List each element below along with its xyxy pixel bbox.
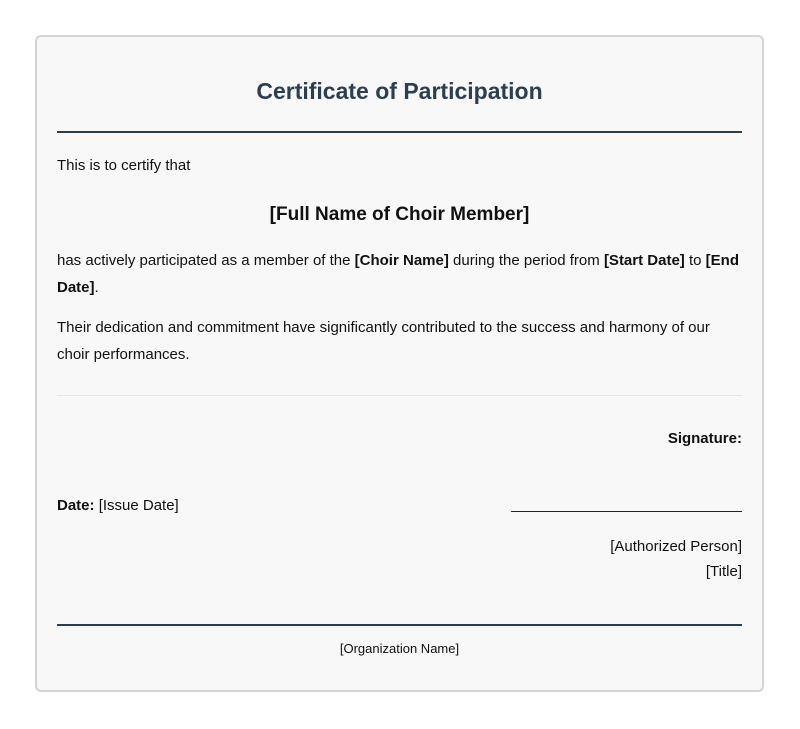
title-divider	[57, 131, 742, 133]
participation-statement	[57, 247, 742, 301]
footer-divider	[57, 624, 742, 626]
choir-name: [Choir Name]	[354, 252, 449, 269]
statement-text-4: .	[94, 279, 99, 296]
intro-text: This is to certify that	[57, 157, 191, 174]
statement-text-1: has actively participated as a member of the	[57, 252, 355, 269]
end-date: [End Date]	[57, 252, 739, 296]
statement-text-3: to	[684, 252, 706, 269]
authorized-title: [Title]	[705, 563, 742, 580]
start-date: [Start Date]	[603, 252, 685, 269]
signature-label: Signature:	[667, 430, 742, 447]
certificate-content	[57, 37, 742, 690]
issue-date-line	[57, 497, 179, 514]
recipient-name: [Full Name of Choir Member]	[269, 204, 530, 225]
authorized-person: [Authorized Person]	[610, 538, 742, 555]
dedication-statement: Their dedication and commitment have significantly contributed to the success and harmony of our choir performances.	[57, 319, 710, 363]
certificate-title: Certificate of Participation	[256, 78, 543, 104]
certificate-card	[35, 35, 764, 692]
section-divider	[57, 395, 742, 396]
statement-text-2: during the period from	[448, 252, 604, 269]
date-label: Date:	[57, 497, 95, 514]
signature-line	[511, 511, 742, 512]
organization-name: [Organization Name]	[339, 641, 460, 656]
issue-date: [Issue Date]	[98, 497, 179, 514]
